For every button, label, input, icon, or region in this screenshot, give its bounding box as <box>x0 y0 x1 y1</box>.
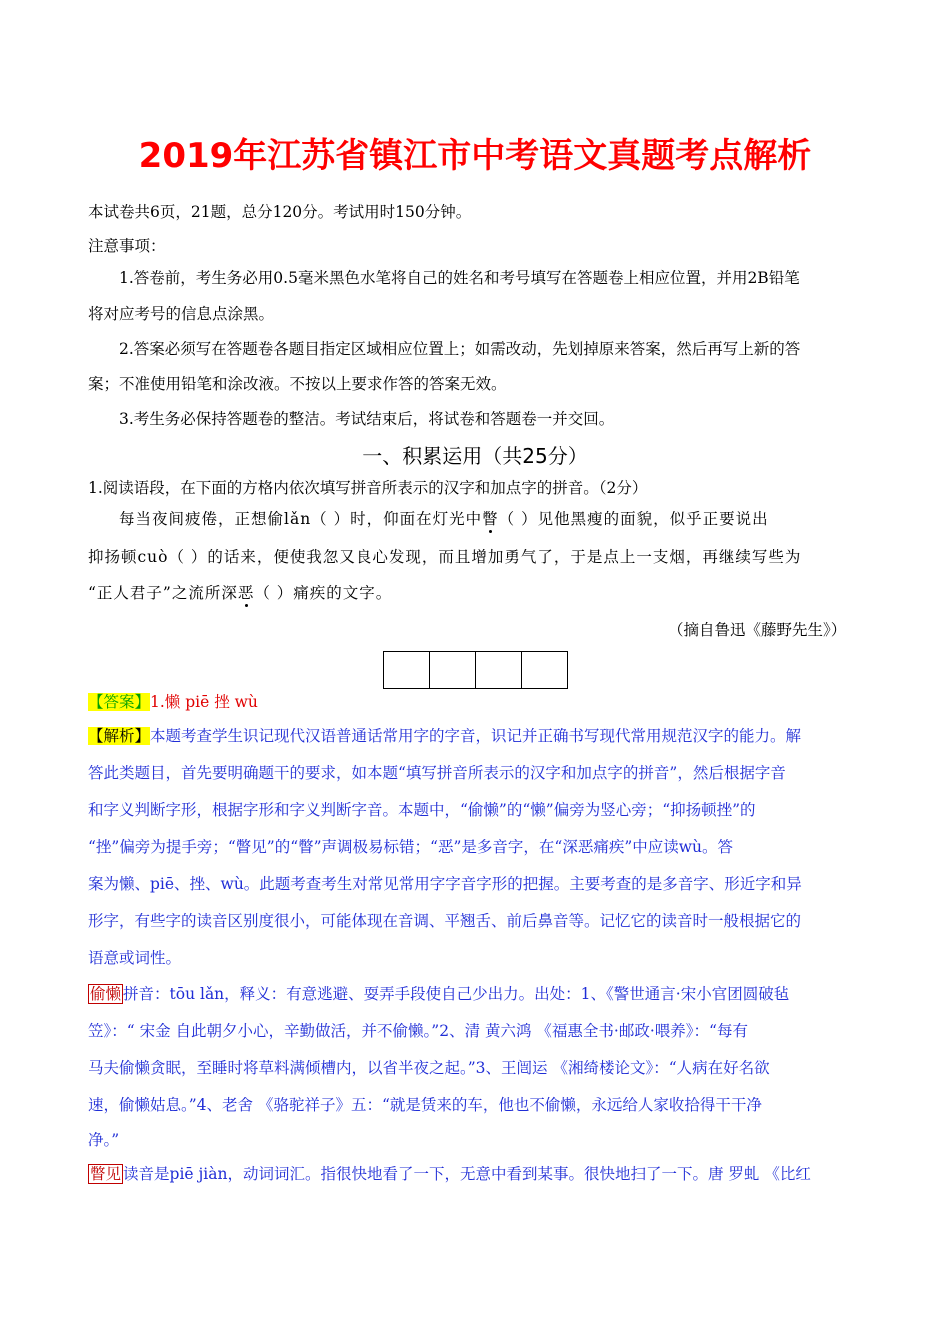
notice-item-3: 3.考生务必保持答题卷的整洁。考试结束后，将试卷和答题卷一并交回。 <box>119 410 615 428</box>
passage-line-2: 抑扬顿cuò（ ）的话来，便使我忽又良心发现，而且增加勇气了，于是点上一支烟，再继续写些为 <box>88 548 802 566</box>
analysis-line-6: 形字，有些字的读音区别度很小，可能体现在音调、平翘舌、前后鼻音等。记忆它的读音时一般根据它的 <box>88 912 802 930</box>
analysis-text: 本题考查学生识记现代汉语普通话常用字的字音，识记并正确书写现代常用规范汉字的能力。解 <box>150 727 802 745</box>
passage-text: （ ）痛疾的文字。 <box>254 584 393 602</box>
entry-word: 瞥见 <box>90 1165 122 1183</box>
dotted-char: 恶 <box>237 584 255 602</box>
notice-item-2b: 案；不准使用铅笔和涂改液。不按以上要求作答的答案无效。 <box>88 375 507 393</box>
answer-box[interactable] <box>522 652 567 688</box>
passage-source: （摘自鲁迅《藤野先生》） <box>668 621 847 639</box>
analysis-tag: 【解析】 <box>88 727 151 745</box>
answer-box[interactable] <box>430 652 476 688</box>
analysis-line-7: 语意或词性。 <box>88 949 182 967</box>
passage-text: 每当夜间疲倦，正想偷lǎn（ ）时，仰面在灯光中 <box>119 510 483 528</box>
section-title: 一、积累运用（共25分） <box>362 444 588 468</box>
analysis-line-2: 答此类题目，首先要明确题干的要求，如本题“填写拼音所表示的汉字和加点字的拼音”，然后根据字音 <box>88 764 786 782</box>
page-title: 2019年江苏省镇江市中考语文真题考点解析 <box>138 136 812 176</box>
answer-line <box>88 692 258 712</box>
entry-touyan-line-2: 笠》：“ 宋金 自此朝夕小心，辛勤做活，并不偷懒。”2、清 黄六鸿 《福惠全书·邮政·喂养》：“每有 <box>88 1022 748 1040</box>
question-stem: 1.阅读语段，在下面的方格内依次填写拼音所表示的汉字和加点字的拼音。（2分） <box>88 479 648 497</box>
analysis-line-4: “挫”偏旁为提手旁；“瞥见”的“瞥”声调极易标错；“恶”是多音字，在“深恶痛疾”中应读wù。答 <box>88 838 733 856</box>
entry-piejian-line-1 <box>88 1164 811 1184</box>
passage-text: “正人君子”之流所深 <box>88 584 238 602</box>
entry-touyan-line-3: 马夫偷懒贪眠，至睡时将草料满倾槽内，以省半夜之起。”3、王闿运 《湘绮楼论文》：“人病在好名欲 <box>88 1059 770 1077</box>
passage-line-1 <box>119 509 769 529</box>
answer-text: 1.懒 piē 挫 wù <box>150 693 258 711</box>
intro-line: 本试卷共6页，21题，总分120分。考试用时150分钟。 <box>88 203 472 221</box>
answer-grid <box>383 651 568 689</box>
analysis-line-1 <box>88 726 801 746</box>
notice-heading: 注意事项： <box>88 237 166 255</box>
analysis-line-5: 案为懒、piē、挫、wù。此题考查考生对常见常用字字音字形的把握。主要考查的是多音字、形近字和异 <box>88 875 802 893</box>
passage-line-3 <box>88 583 392 603</box>
entry-text: 读音是piē jiàn，动词词汇。指很快地看了一下，无意中看到某事。很快地扫了一下。唐 罗虬 《比红 <box>123 1165 811 1183</box>
entry-word: 偷懒 <box>90 985 122 1003</box>
answer-box[interactable] <box>476 652 522 688</box>
notice-item-1b: 将对应考号的信息点涂黑。 <box>88 305 275 323</box>
answer-box[interactable] <box>384 652 430 688</box>
answer-tag: 【答案】 <box>88 693 151 711</box>
dotted-char: 瞥 <box>482 510 499 528</box>
entry-touyan-line-5: 净。” <box>88 1131 120 1149</box>
notice-item-1a: 1.答卷前，考生务必用0.5毫米黑色水笔将自己的姓名和考号填写在答题卷上相应位置，并用2B铅笔 <box>119 269 800 287</box>
entry-text: 拼音：tōu lǎn，释义：有意逃避、耍弄手段使自己少出力。出处：1、《警世通言·宋小官团圆破毡 <box>123 985 790 1003</box>
entry-touyan-line-4: 速，偷懒姑息。”4、老舍 《骆驼祥子》五：“就是赁来的车，他也不偷懒，永远给人家收拾得干干净 <box>88 1096 762 1114</box>
notice-item-2a: 2.答案必须写在答题卷各题目指定区域相应位置上；如需改动，先划掉原来答案，然后再写上新的答 <box>119 340 801 358</box>
entry-touyan-line-1 <box>88 984 789 1004</box>
analysis-line-3: 和字义判断字形，根据字形和字义判断字音。本题中，“偷懒”的“懒”偏旁为竖心旁；“抑扬顿挫”的 <box>88 801 756 819</box>
passage-text: （ ）见他黑瘦的面貌，似乎正要说出 <box>498 510 769 528</box>
